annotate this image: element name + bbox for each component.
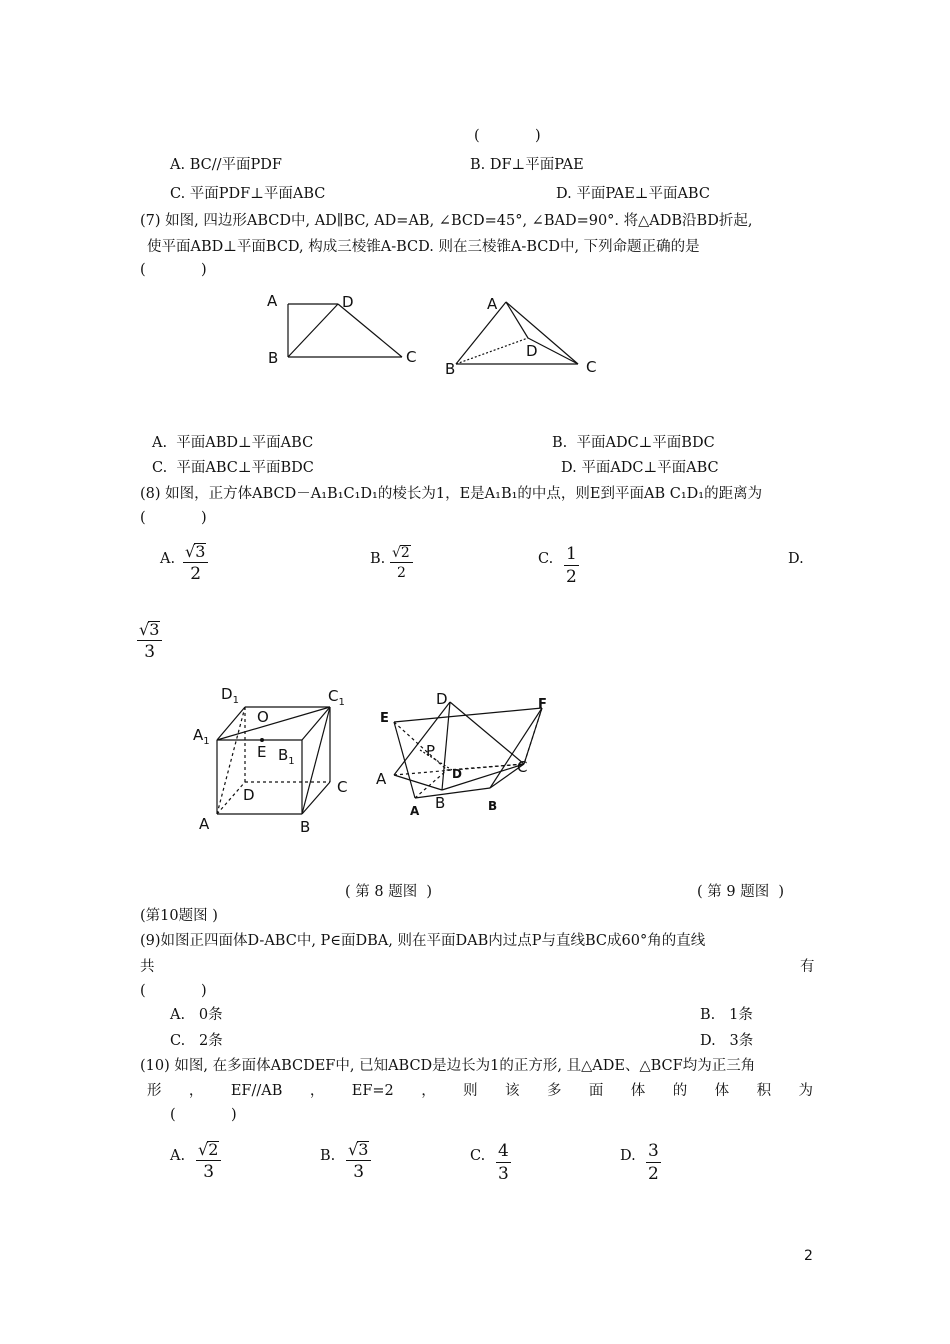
q7-left-label-c: C <box>406 348 417 366</box>
q9-option-a: A. 0条 <box>170 1007 223 1023</box>
q8-option-c-value: $\frac{1}{2}$ <box>566 544 577 587</box>
fig9-label-p: P <box>426 742 436 760</box>
fig9-label-c: C <box>517 758 528 776</box>
fig8-label-d: D <box>243 786 255 804</box>
q9-option-c: C. 2条 <box>170 1033 223 1049</box>
q10-line2-word: ， <box>421 1083 436 1099</box>
q10-option-c-label: C. <box>470 1148 486 1164</box>
fig8-label-c: C <box>337 778 348 796</box>
q10-option-b-value: $\frac{√3}{3}$ <box>346 1141 371 1181</box>
q7-figure-right <box>440 290 610 380</box>
q7-left-label-a: A <box>267 292 278 310</box>
page-number: 2 <box>804 1248 813 1264</box>
q10-line2-word: 为 <box>798 1083 813 1099</box>
fig8-cube <box>190 682 365 842</box>
q8-option-a-label: A. <box>160 551 176 567</box>
q10-line2-word: 面 <box>588 1083 604 1099</box>
q7-right-label-c: C <box>586 358 597 376</box>
q8-line1: (8) 如图，正方体ABCD－A₁B₁C₁D₁的棱长为1，E是A₁B₁的中点，则E到平面AB C₁D₁的距离为 <box>140 486 763 502</box>
q10-option-d-value: $\frac{3}{2}$ <box>648 1141 659 1184</box>
q8-option-b-value: $\frac{√2}{2}$ <box>390 545 413 580</box>
fig9-label-f: F <box>538 697 547 712</box>
q9-paren: ( ) <box>140 983 207 999</box>
q7-right-label-a: A <box>487 295 498 313</box>
q6-option-c: C. 平面PDF⊥平面ABC <box>170 186 326 202</box>
q10-option-a-value: $\frac{√2}{3}$ <box>196 1141 221 1181</box>
q8-option-d-value: $\frac{√3}{3}$ <box>137 621 162 661</box>
q10-line2-word: 多 <box>546 1083 562 1099</box>
q7-line2: 使平面ABD⊥平面BCD, 构成三棱锥A-BCD. 则在三棱锥A-BCD中, 下列命题正确的是 <box>147 239 700 255</box>
q7-option-d: D. 平面ADC⊥平面ABC <box>561 460 719 476</box>
q10-line2-word: EF//AB <box>230 1083 283 1099</box>
q8-option-c-label: C. <box>538 551 554 567</box>
q10-option-d-label: D. <box>620 1148 636 1164</box>
q6-paren: ( ) <box>474 128 541 144</box>
fig8-label-b1: $B_1$ <box>278 746 295 767</box>
fig9-label-b: B <box>435 794 446 812</box>
q8-option-a-value: $\frac{√3}{2}$ <box>183 543 208 583</box>
fig9-label-a-bottom: A <box>410 804 420 818</box>
q6-option-a: A. BC//平面PDF <box>170 157 282 173</box>
fig8-label-a1: $A_1$ <box>193 726 210 747</box>
fig8-label-d1: $D_1$ <box>221 685 239 706</box>
fig8-label-e: E <box>257 743 267 761</box>
q9-option-b: B. 1条 <box>700 1007 753 1023</box>
fig9-label-a: A <box>376 770 387 788</box>
q10-line2-word: ， <box>309 1083 325 1099</box>
q7-line1: (7) 如图, 四边形ABCD中, AD∥BC, AD=AB, ∠BCD=45°, ∠BAD=90°. 将△ADB沿BD折起, <box>140 213 753 229</box>
q7-right-label-d: D <box>526 342 538 360</box>
q7-right-label-b: B <box>445 360 456 378</box>
q8-paren: ( ) <box>140 510 207 526</box>
q10-line2-word: 积 <box>756 1083 772 1099</box>
fig9-label-d-inner: D <box>452 767 462 781</box>
q6-option-b: B. DF⊥平面PAE <box>470 157 584 173</box>
q10-line2-word: 该 <box>505 1083 520 1099</box>
q7-left-label-b: B <box>268 349 279 367</box>
fig8-label-c1: $C_1$ <box>328 687 345 708</box>
q6-option-d: D. 平面PAE⊥平面ABC <box>556 186 710 202</box>
q10-line2-word: 体 <box>714 1083 730 1099</box>
fig9-label-d: D <box>436 690 448 708</box>
q10-line2-word: 体 <box>630 1083 646 1099</box>
q10-line2-word: 则 <box>463 1083 478 1099</box>
q8-option-d-label: D. <box>788 551 804 567</box>
q9-you: 有 <box>800 959 815 975</box>
q7-option-a: A. 平面ABD⊥平面ABC <box>152 435 314 451</box>
q9-gong: 共 <box>140 959 155 975</box>
q10-line1: (10) 如图, 在多面体ABCDEF中, 已知ABCD是边长为1的正方形, 且△ADE、△BCF均为正三角 <box>140 1058 756 1074</box>
q10-option-b-label: B. <box>320 1148 336 1164</box>
q10-line2-word: 的 <box>672 1083 688 1099</box>
fig8-label-b: B <box>300 818 311 836</box>
fig9-label-e: E <box>380 711 389 726</box>
q7-figure-left <box>260 290 430 370</box>
q7-left-label-d: D <box>342 293 354 311</box>
fig9-label-b-bottom: B <box>488 799 498 813</box>
q10-line2 <box>147 1084 813 1099</box>
q9-option-d: D. 3条 <box>700 1033 754 1049</box>
caption-fig9: ( 第 9 题图 ) <box>697 884 785 900</box>
q10-option-c-value: $\frac{4}{3}$ <box>498 1141 509 1184</box>
q10-line2-word: ， <box>188 1083 204 1099</box>
q9-line1: (9)如图正四面体D-ABC中, P∈面DBA, 则在平面DAB内过点P与直线BC成60°角的直线 <box>140 933 706 949</box>
fig8-label-o: O <box>257 708 269 726</box>
q7-option-c: C. 平面ABC⊥平面BDC <box>152 460 314 476</box>
q7-paren: ( ) <box>140 262 207 278</box>
q10-option-a-label: A. <box>170 1148 186 1164</box>
q10-line2-word: 形 <box>147 1083 162 1099</box>
fig9-polyhedron <box>372 690 562 820</box>
q7-option-b: B. 平面ADC⊥平面BDC <box>552 435 715 451</box>
caption-fig8: ( 第 8 题图 ) <box>345 884 433 900</box>
q10-line2-word: EF=2 <box>351 1083 394 1099</box>
caption-fig10: (第10题图 ) <box>140 908 218 924</box>
fig8-label-a: A <box>199 815 210 833</box>
q10-paren: ( ) <box>170 1107 237 1123</box>
q8-option-b-label: B. <box>370 551 386 567</box>
